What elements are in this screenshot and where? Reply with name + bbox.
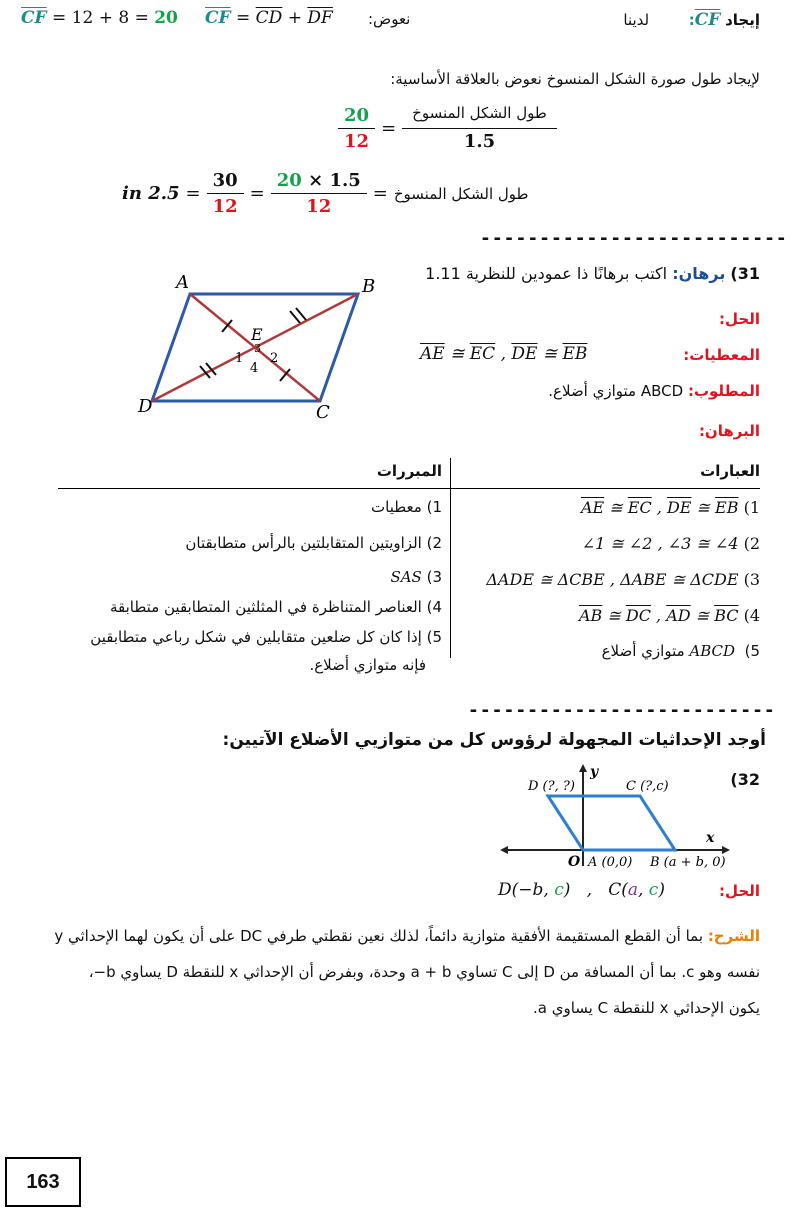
label-d: D (?, ?) xyxy=(528,779,575,794)
q31-required-value: ABCD متوازي أضلاع. xyxy=(548,382,684,400)
col-statements-header: العبارات xyxy=(700,462,760,480)
reason-2: 2) الزاويتين المتقابلتين بالرأس متطابقتان xyxy=(185,534,442,552)
parallelogram-32 xyxy=(548,796,675,850)
q32-solution-label: الحل: xyxy=(719,882,760,900)
label-x: x xyxy=(706,830,715,846)
reason-5: 5) إذا كان كل ضلعين متقابلين في شكل رباعي متطابقين xyxy=(90,628,442,646)
explain-line-1: بما أن القطع المستقيمة الأفقية متوازية دائماً، لذلك نعين نقطتي طرفي DC على أن يكون لهما الإحداثي y xyxy=(54,927,704,945)
calc-expr: $\overline{CF} = 12 + 8 = 20$ xyxy=(21,8,178,28)
vertex-d: D xyxy=(138,396,153,417)
vertex-e: E xyxy=(251,325,263,344)
vertex-b: B xyxy=(362,276,376,297)
eq2-f2-num: 30 xyxy=(207,170,244,194)
reason-4: 4) العناصر المتناظرة في المثلثين المتطابقين متطابقة xyxy=(109,598,442,616)
col-reasons-header: المبررات xyxy=(376,462,442,480)
find-var: CF xyxy=(694,10,721,30)
angle-1: 1 xyxy=(235,351,244,366)
q32-heading: أوجد الإحداثيات المجهولة لرؤوس كل من متوازيي الأضلاع الآتيين: xyxy=(222,730,766,750)
angle-4: 4 xyxy=(250,361,259,376)
sub-word: نعوض: xyxy=(368,10,411,28)
eq1-rhs-num: 20 xyxy=(338,105,375,129)
q31-solution-label: الحل: xyxy=(719,310,760,328)
given-expr-line: $\overline{CF} = \overline{CD} + \overline{DF}$ xyxy=(205,8,333,28)
q31-header xyxy=(425,264,760,283)
statement-5: 5) ABCD متوازي أضلاع xyxy=(601,642,760,660)
reason-1: 1) معطيات xyxy=(371,498,442,516)
q31-required xyxy=(548,382,760,400)
q32-solution: D(−b, c) , C(a, c) xyxy=(498,880,665,900)
angle-2: 2 xyxy=(270,351,279,366)
statement-1: $\overline{AE}$ ≅ $\overline{EC}$ , $\overline{DE}$ ≅ $\overline{EB}$ (1 xyxy=(580,498,760,517)
coordinate-figure-32 xyxy=(500,762,740,872)
separator-2: -------------------------- xyxy=(468,700,776,721)
statement-4: $\overline{AB}$ ≅ $\overline{DC}$ , $\overline{AD}$ ≅ $\overline{BC}$ (4 xyxy=(578,606,760,625)
eq1-lhs-den: 1.5 xyxy=(463,131,496,152)
angle-3: 3 xyxy=(254,342,261,355)
label-b: B (a + b, 0) xyxy=(650,855,726,870)
explain-line-3: يكون الإحداثي x للنقطة C يساوي a. xyxy=(532,999,760,1017)
label-c: C (?,c) xyxy=(626,779,669,794)
eq1-lhs-num: طول الشكل المنسوخ xyxy=(402,104,557,129)
statement-3: ΔADE ≅ ΔCBE , ΔABE ≅ ΔCDE (3 xyxy=(486,570,760,589)
q31-required-label: المطلوب: xyxy=(687,382,760,400)
eq2-f2-den: 12 xyxy=(212,196,238,217)
parallelogram-figure-31 xyxy=(138,268,380,423)
eq2-label: طول الشكل المنسوخ xyxy=(393,184,529,203)
equation-2: in 2.5 = $\frac{30}{12}$ = $\frac{20 \times 1.5}{12}$ = طول الشكل المنسوخ xyxy=(122,170,529,217)
reason-5-cont: فإنه متوازي أضلاع. xyxy=(309,656,426,674)
find-label: إيجاد xyxy=(725,11,760,29)
find-colon: : xyxy=(688,11,695,29)
eq1-rhs-den: 12 xyxy=(344,130,370,152)
q31-label: برهان: xyxy=(672,264,726,283)
q31-given-expr: $\overline{AE}$ ≅ $\overline{EC}$ , $\overline{DE}$ ≅ $\overline{EB}$ xyxy=(420,344,588,364)
statement-2: ∠1 ≅ ∠2 , ∠3 ≅ ∠4 (2 xyxy=(581,534,760,553)
proof-table xyxy=(58,458,760,674)
eq2-f1-den: 12 xyxy=(306,196,332,217)
separator-1: -------------------------- xyxy=(480,228,788,249)
vertex-a: A xyxy=(176,272,189,293)
eq2-tail: in 2.5 xyxy=(122,183,180,204)
q31-number: 31) xyxy=(730,264,760,283)
label-y: y xyxy=(590,764,599,780)
explain-label: الشرح: xyxy=(707,927,760,945)
find-line xyxy=(623,10,760,30)
page-number: 163 xyxy=(5,1157,81,1207)
q31-given xyxy=(683,346,760,364)
intro-text: لإيجاد طول صورة الشكل المنسوخ نعوض بالعلاقة الأساسية: xyxy=(390,70,760,88)
reason-3: 3) SAS xyxy=(390,568,442,586)
vertex-c: C xyxy=(316,402,330,423)
q31-proof-label: البرهان: xyxy=(698,422,760,440)
label-o: O xyxy=(568,854,581,870)
equation-1: $\frac{20}{12}$ = $\frac{\text{طول الشكل المنسوخ}}{1.5}$ xyxy=(338,104,557,152)
q32-explanation xyxy=(30,918,760,1026)
q31-text: اكتب برهانًا ذا عمودين للنظرية 1.11 xyxy=(425,264,668,283)
explain-line-2: نفسه وهو c. بما أن المسافة من D إلى C تساوي a + b وحدة، وبفرض أن الإحداثي x للنقطة D يساوي b−، xyxy=(88,963,760,981)
q31-given-label: المعطيات: xyxy=(683,346,760,364)
q32-number: (32 xyxy=(730,770,760,789)
given-word: لدينا xyxy=(623,11,650,29)
label-a: A (0,0) xyxy=(588,855,633,870)
calc-result: 20 xyxy=(154,8,178,28)
